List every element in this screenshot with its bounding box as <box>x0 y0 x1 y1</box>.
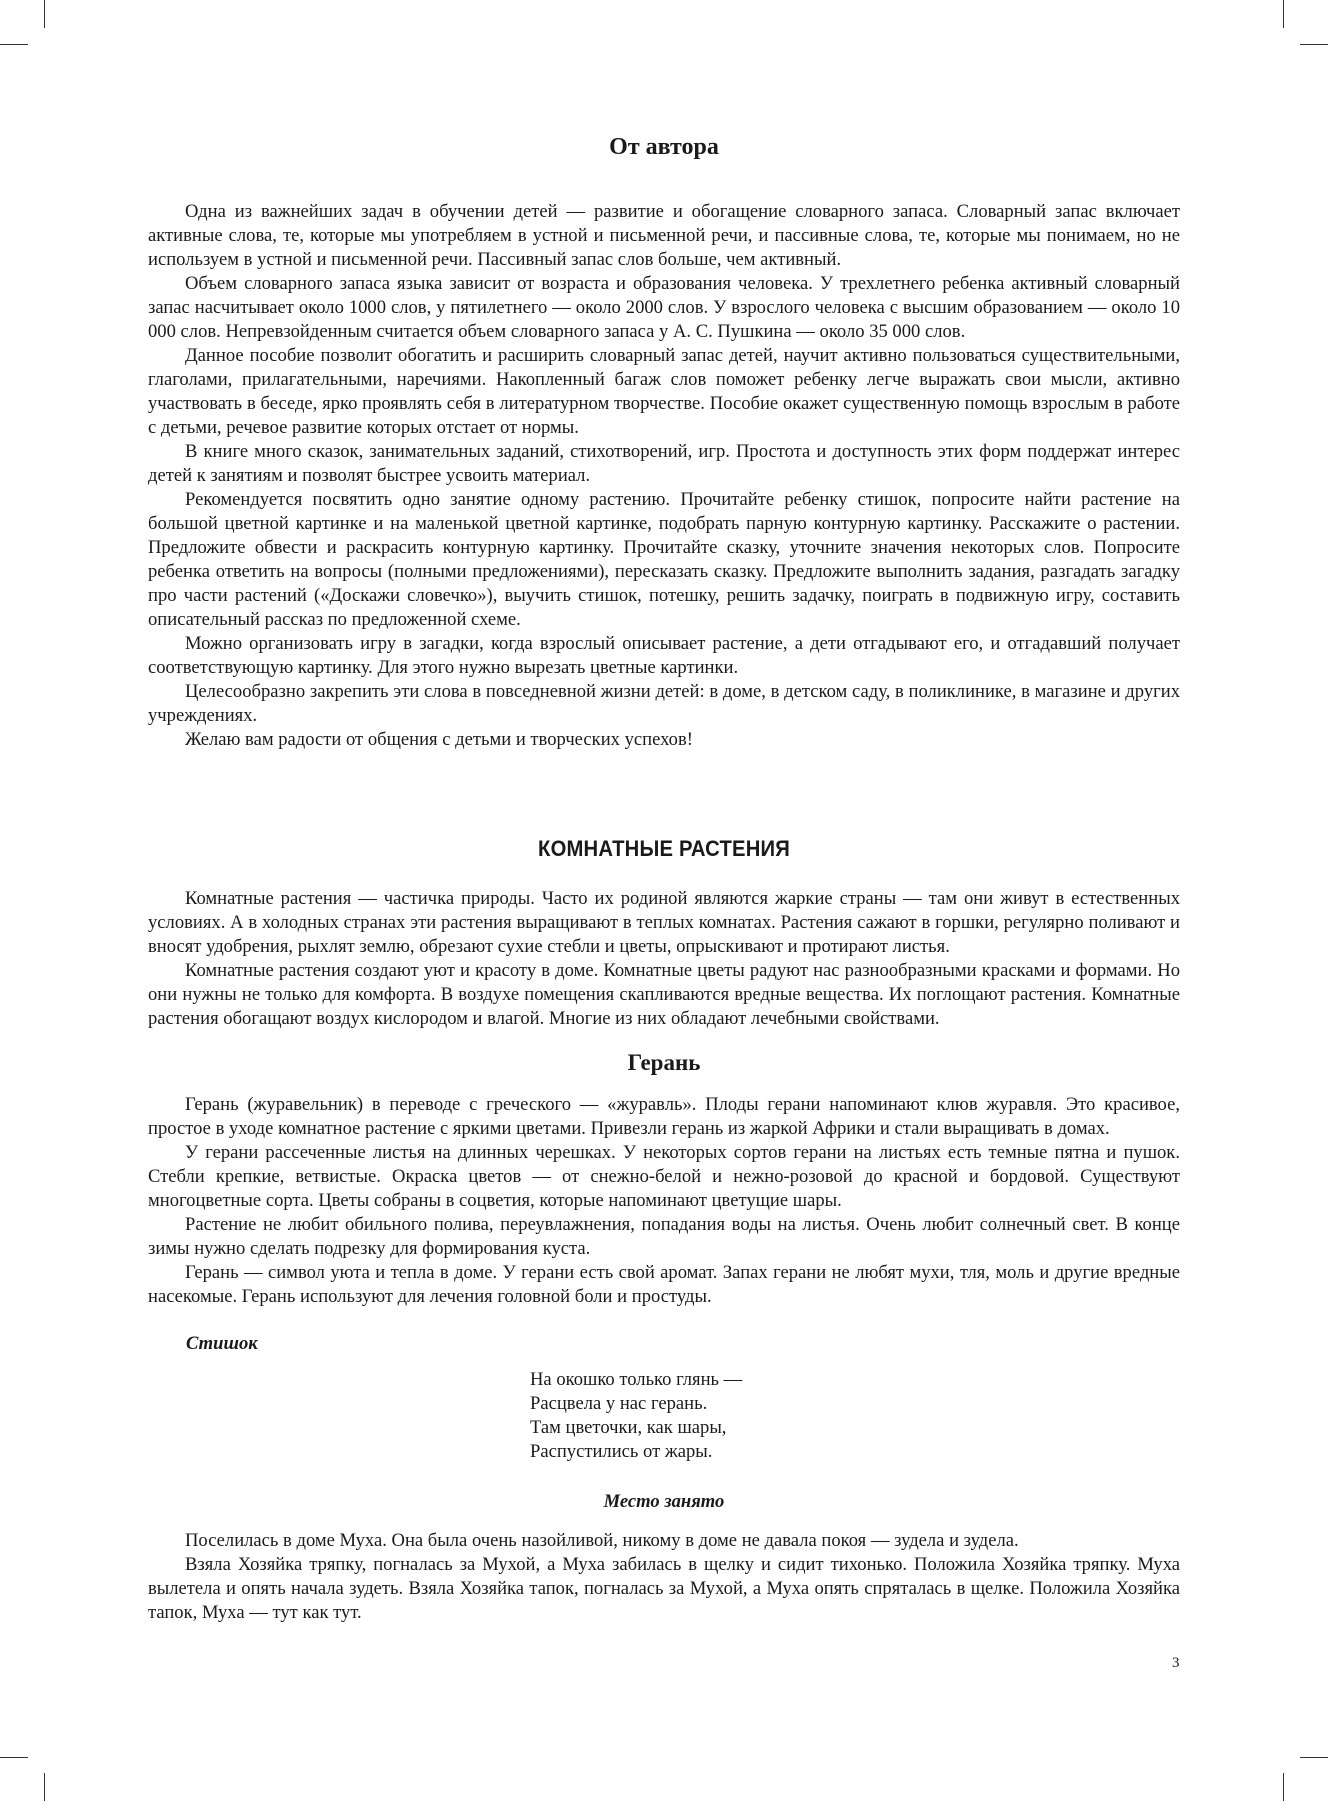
paragraph: Объем словарного запаса языка зависит от возраста и образования человека. У трехлетнего ребенка активный словарный запас насчитывает около 1000 слов, у пятилетнего — около 2000 слов. У взрослого человека с высшим образованием — около 10 000 слов. Непревзойденным считается объем словарного запаса у А. С. Пушкина — около 35 000 слов. <box>148 273 1180 342</box>
author-text <box>148 200 1180 752</box>
crop-mark <box>44 1773 45 1801</box>
geran-heading: Герань <box>627 1050 701 1075</box>
paragraph: В книге много сказок, занимательных заданий, стихотворений, игр. Простота и доступность этих форм поддержат интерес детей к занятиям и позволят быстрее усвоить материал. <box>148 441 1180 486</box>
paragraph: Желаю вам радости от общения с детьми и творческих успехов! <box>185 729 693 750</box>
paragraph: Комнатные растения — частичка природы. Часто их родиной являются жаркие страны — там они живут в естественных условиях. А в холодных странах эти растения выращивают в теплых комнатах. Растения сажают в горшки, регулярно поливают и вносят удобрения, рыхлят землю, обрезают сухие стебли и цветы, опрыскивают и протирают листья. <box>148 888 1180 957</box>
tale-text <box>148 1529 1180 1625</box>
crop-mark <box>0 44 28 45</box>
crop-mark <box>1300 44 1328 45</box>
crop-mark <box>44 0 45 28</box>
paragraph: Рекомендуется посвятить одно занятие одному растению. Прочитайте ребенку стишок, попросите найти растение на большой цветной картинке и на маленькой цветной картинке, подобрать парную контурную картинку. Расскажите о растении. Предложите обвести и раскрасить контурную картинку. Прочитайте сказку, уточните значения некоторых слов. Попросите ребенка ответить на вопросы (полными предложениями), пересказать сказку. Предложите выполнить задания, разгадать загадку про части растений («Доскажи словечко»), выучить стишок, потешку, решить задачку, поиграть в подвижную игру, составить описательный рассказ по предложенной схеме. <box>148 489 1180 630</box>
poem-line: Распустились от жары. <box>530 1441 713 1462</box>
page-number: 3 <box>1172 1655 1180 1671</box>
section-heading: КОМНАТНЫЕ РАСТЕНИЯ <box>538 836 790 861</box>
crop-mark <box>0 1757 28 1758</box>
paragraph: У герани рассеченные листья на длинных черешках. У некоторых сортов герани на листьях есть темные пятна и пушок. Стебли крепкие, ветвистые. Окраска цветов — от снежно-белой и нежно-розовой до красной и бордовой. Существуют многоцветные сорта. Цветы собраны в соцветия, которые напоминают цветущие шары. <box>148 1142 1180 1211</box>
crop-mark <box>1283 0 1284 28</box>
poem-line: Расцвела у нас герань. <box>530 1393 708 1414</box>
author-heading: От автора <box>609 134 719 160</box>
poem-line: На окошко только глянь — <box>530 1369 743 1390</box>
poem-label: Стишок <box>186 1333 258 1354</box>
paragraph: Поселилась в доме Муха. Она была очень назойливой, никому в доме не давала покоя — зудела и зудела. <box>185 1530 1019 1551</box>
paragraph: Герань (журавельник) в переводе с греческого — «журавль». Плоды герани напоминают клюв журавля. Это красивое, простое в уходе комнатное растение с яркими цветами. Привезли герань из жаркой Африки и стали выращивать в домах. <box>148 1094 1180 1139</box>
paragraph: Герань — символ уюта и тепла в доме. У герани есть свой аромат. Запах герани не любят мухи, тля, моль и другие вредные насекомые. Герань используют для лечения головной боли и простуды. <box>148 1262 1180 1307</box>
tale-heading: Место занято <box>603 1491 725 1512</box>
paragraph: Данное пособие позволит обогатить и расширить словарный запас детей, научит активно пользоваться существительными, глаголами, прилагательными, наречиями. Накопленный багаж слов поможет ребенку легче выражать свои мысли, активно участвовать в беседе, ярко проявлять себя в литературном творчестве. Пособие окажет существенную помощь взрослым в работе с детьми, речевое развитие которых отстает от нормы. <box>148 345 1180 438</box>
crop-mark <box>1300 1757 1328 1758</box>
section-text <box>148 887 1180 1031</box>
poem-line: Там цветочки, как шары, <box>530 1417 727 1438</box>
poem <box>530 1368 742 1464</box>
paragraph: Целесообразно закрепить эти слова в повседневной жизни детей: в доме, в детском саду, в поликлинике, в магазине и других учреждениях. <box>148 681 1180 726</box>
geran-text <box>148 1093 1180 1309</box>
crop-mark <box>1283 1773 1284 1801</box>
paragraph: Взяла Хозяйка тряпку, погналась за Мухой, а Муха забилась в щелку и сидит тихонько. Положила Хозяйка тряпку. Муха вылетела и опять начала зудеть. Взяла Хозяйка тапок, погналась за Мухой, а Муха опять спряталась в щелке. Положила Хозяйка тапок, Муха — тут как тут. <box>148 1554 1180 1623</box>
paragraph: Одна из важнейших задач в обучении детей — развитие и обогащение словарного запаса. Словарный запас включает активные слова, те, которые мы употребляем в устной и письменной речи, и пассивные слова, те, которые мы понимаем, но не используем в устной и письменной речи. Пассивный запас слов больше, чем активный. <box>148 201 1180 270</box>
paragraph: Комнатные растения создают уют и красоту в доме. Комнатные цветы радуют нас разнообразными красками и формами. Но они нужны не только для комфорта. В воздухе помещения скапливаются вредные вещества. Их поглощают растения. Комнатные растения обогащают воздух кислородом и влагой. Многие из них обладают лечебными свойствами. <box>148 960 1180 1029</box>
paragraph: Можно организовать игру в загадки, когда взрослый описывает растение, а дети отгадывают его, и отгадавший получает соответствующую картинку. Для этого нужно вырезать цветные картинки. <box>148 633 1180 678</box>
paragraph: Растение не любит обильного полива, переувлажнения, попадания воды на листья. Очень любит солнечный свет. В конце зимы нужно сделать подрезку для формирования куста. <box>148 1214 1180 1259</box>
document-page <box>148 0 1180 1801</box>
